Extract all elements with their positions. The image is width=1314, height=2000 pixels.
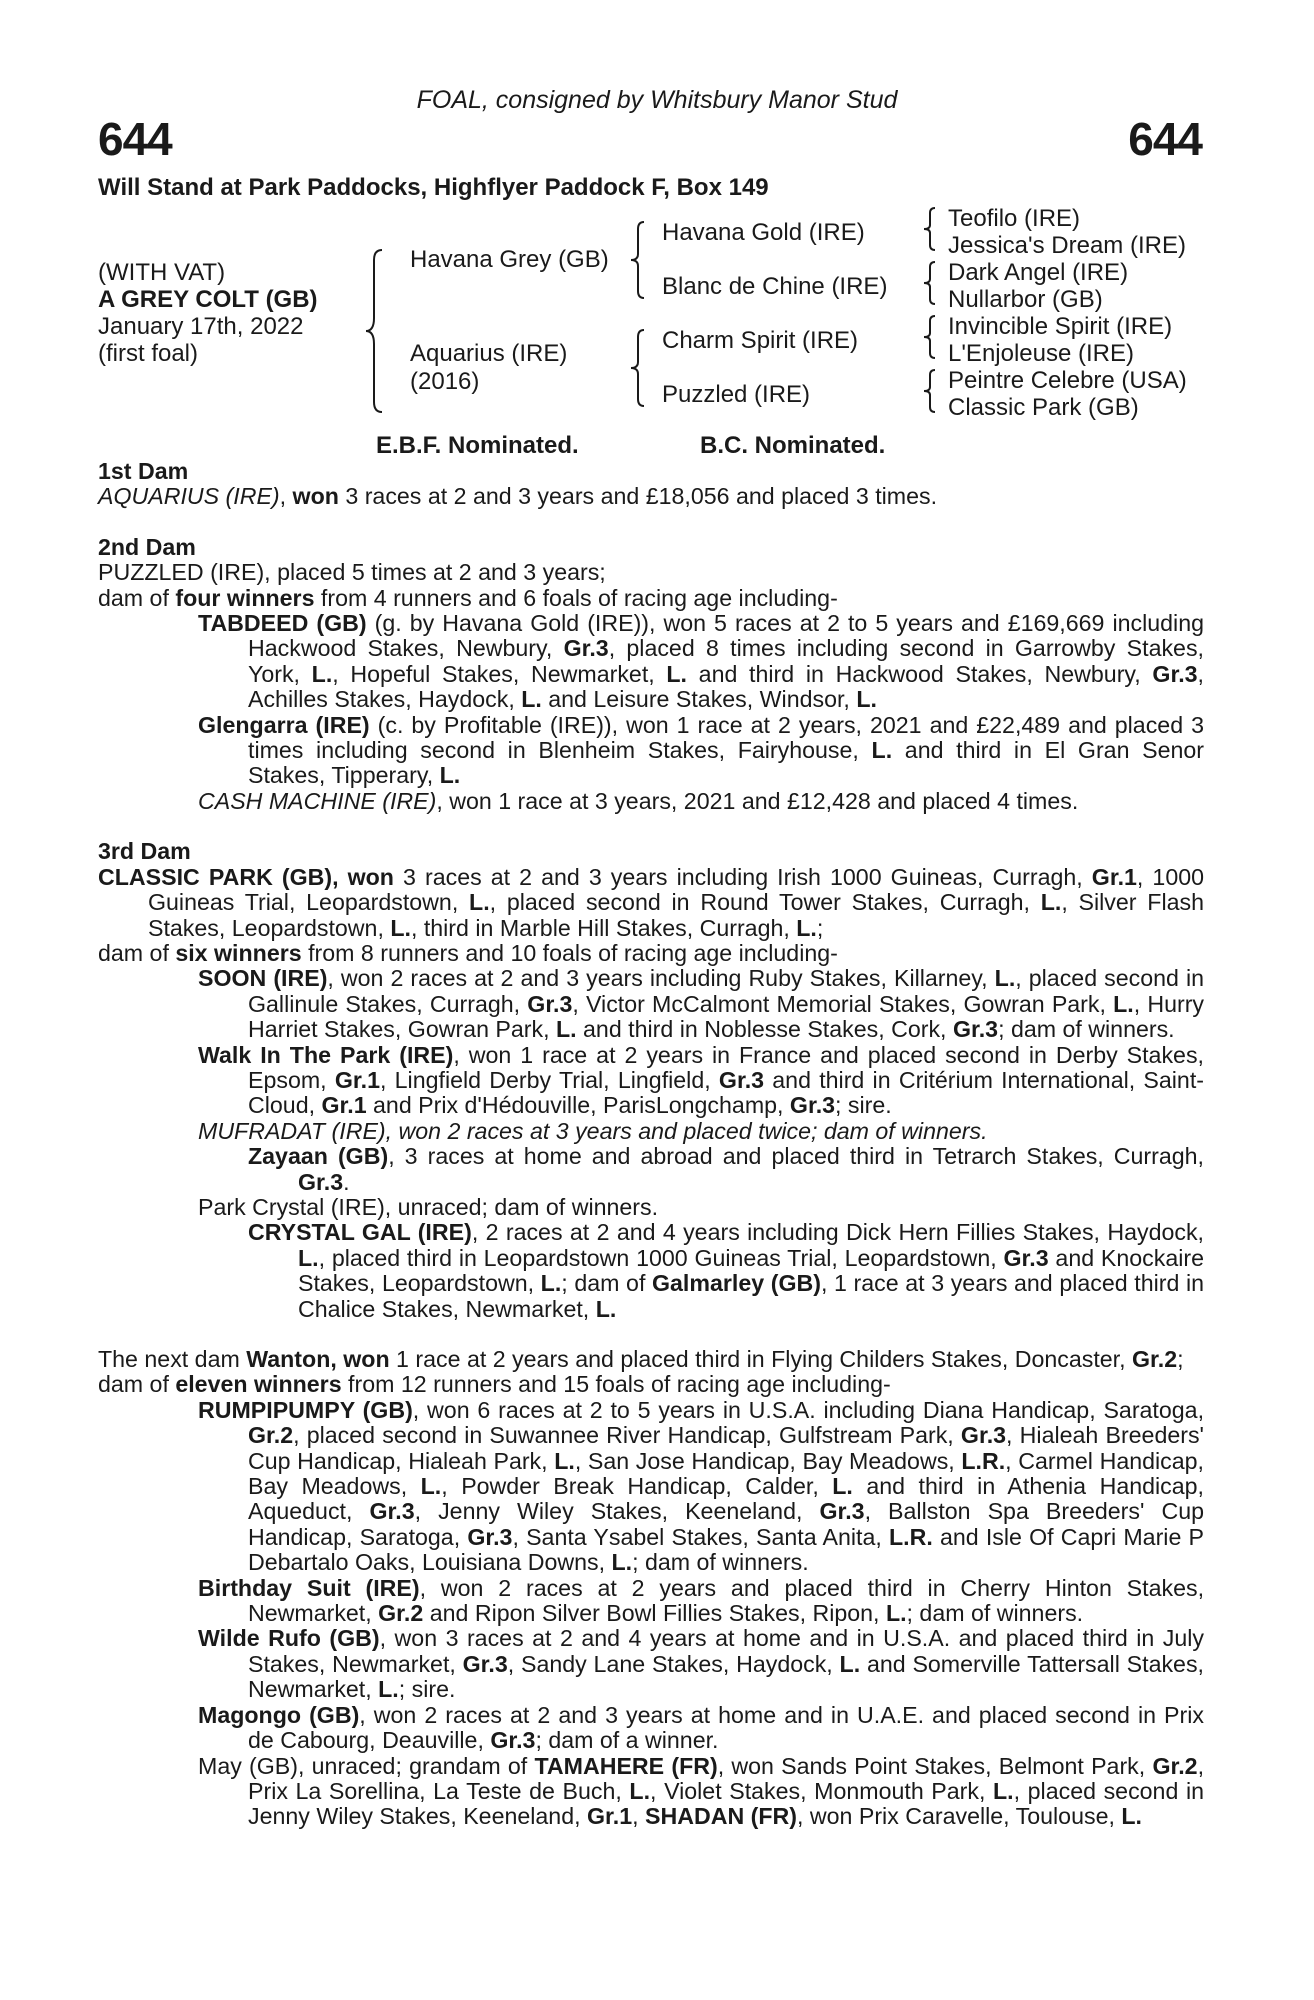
entry-text: (c. by Profitable (IRE)), won 1 race at 2 years, 2021 and £22,489 and placed 3 times including second in Blenheim Stakes, Fairyhouse, (248, 711, 1204, 764)
ebf-nomination: E.B.F. Nominated. (376, 432, 579, 459)
produce-entry-zayaan (248, 1143, 1205, 1195)
second-dam-heading: 2nd Dam (98, 533, 196, 560)
gen3-7: Peintre Celebre (USA) (948, 367, 1187, 394)
horse-name: CLASSIC PARK (GB) (98, 863, 333, 890)
gen3-6: L'Enjoleuse (IRE) (948, 340, 1134, 367)
entry-text: and third in Athenia Handicap, Aqueduct, (248, 1473, 1204, 1525)
next-dam-record (98, 1346, 1204, 1372)
first-dam-name: AQUARIUS (IRE) (98, 483, 280, 510)
produce-entry-cash-machine (198, 787, 1204, 814)
horse-name: TAMAHERE (FR) (534, 1752, 718, 1779)
first-dam-text: 3 races at 2 and 3 years and £18,056 and placed 3 times. (338, 483, 938, 510)
horse-name: CRYSTAL GAL (IRE) (248, 1219, 472, 1246)
entry-text: and Knockaire Stakes, Leopardstown, (298, 1244, 1204, 1297)
entry-text: , won 2 races at 2 years and placed third in Cherry Hinton Stakes, Newmarket, (248, 1574, 1205, 1627)
third-dam-record (98, 863, 1205, 941)
dam-of: dam of (98, 1371, 176, 1398)
entry-text: , won 3 races at 2 and 4 years at home and in U.S.A. and placed third in July Stakes, Newmarket, (248, 1625, 1204, 1677)
lot-number-left: 644 (98, 113, 172, 165)
horse-name: RUMPIPUMPY (GB) (198, 1396, 413, 1423)
produce-entry-rumpipumpy (198, 1396, 1205, 1576)
entry-text: and third in El Gran Senor Stakes, Tipperary, (248, 737, 1204, 789)
pedigree-brace-g4 (920, 368, 940, 414)
grade: L. (994, 965, 1016, 992)
grade: L. (856, 686, 877, 713)
first-foal-note: (first foal) (98, 340, 199, 367)
grade: Gr.1 (321, 1092, 367, 1119)
pedigree-brace-g2 (920, 260, 940, 306)
horse-name: Magongo (GB) (198, 1701, 360, 1728)
horse-name: Wanton (246, 1346, 331, 1372)
entry-text: and Leisure Stakes, Windsor, (541, 686, 857, 713)
entry-text: , (632, 1803, 645, 1830)
gen3-8: Classic Park (GB) (948, 394, 1139, 421)
second-dam-produce (98, 586, 1204, 611)
entry-text: , won Prix Caravelle, Toulouse, (797, 1803, 1122, 1830)
produce-entry-birthday-suit (198, 1574, 1205, 1627)
entry-text: , Lingfield Derby Trial, Lingfield, (379, 1066, 719, 1093)
produce-entry-soon (198, 965, 1205, 1043)
produce-entry-wilde-rufo (198, 1625, 1204, 1703)
entry-text: , Powder Break Handicap, Calder, (441, 1473, 833, 1500)
grade: Gr.3 (960, 1422, 1007, 1449)
dam-of: dam of (98, 939, 176, 966)
entry-text: , won Sands Point Stakes, Belmont Park, (717, 1752, 1153, 1779)
entry-text: , placed second in Gallinule Stakes, Curragh, (248, 965, 1204, 1017)
pedigree-brace-dam (626, 328, 650, 408)
produce-entry-magongo (198, 1701, 1204, 1754)
grade: L. (839, 1650, 861, 1677)
entry-text: ; sire. (398, 1676, 456, 1703)
entry-text: 1 race at 2 years and placed third in Flying Childers Stakes, Doncaster, (389, 1346, 1132, 1372)
lot-number-right: 644 (1128, 113, 1202, 165)
entry-text: , Hialeah Breeders' Cup Handicap, Hialeah Park, (248, 1422, 1204, 1474)
produce-entry-crystal-gal (248, 1219, 1205, 1322)
produce-entry-tabdeed (198, 610, 1204, 713)
entry-text: , placed 8 times including second in Garrowby Stakes, York, (248, 635, 1204, 687)
grade: L. (420, 1473, 442, 1500)
entry-text: and Prix d'Hédouville, ParisLongchamp, (366, 1092, 790, 1119)
grade: L. (469, 889, 490, 916)
grade: L. (439, 762, 461, 789)
grade: L. (521, 686, 542, 713)
grade: Gr.3 (1003, 1244, 1049, 1271)
grade: Gr.3 (527, 990, 573, 1017)
grade: L.R. (961, 1447, 1006, 1474)
grade: L. (871, 737, 893, 764)
consignor-line: FOAL, consigned by Whitsbury Manor Stud (416, 86, 898, 114)
produce-summary: from 12 runners and 15 foals of racing age including- (341, 1371, 891, 1398)
entry-text: , Sandy Lane Stakes, Haydock, (507, 1650, 840, 1677)
dam-of: dam of (98, 584, 176, 611)
entry-text: and Isle Of Capri Marie P Debartalo Oaks, Louisiana Downs, (248, 1523, 1204, 1576)
entry-text: , 2 races at 2 and 4 years including Dick Hern Fillies Stakes, Haydock, (471, 1219, 1204, 1246)
entry-text: , Prix La Sorellina, La Teste de Buch, (248, 1752, 1205, 1804)
entry-text: , won 2 races at 2 and 3 years at home and in U.A.E. and placed second in Prix de Cabourg, Deauville, (248, 1701, 1204, 1754)
grade: Gr.3 (718, 1066, 765, 1093)
gen3-5: Invincible Spirit (IRE) (948, 313, 1173, 340)
entry-text: , won 6 races at 2 to 5 years in U.S.A. including Diana Handicap, Saratoga, (412, 1396, 1205, 1423)
entry-text: , Hurry Harriet Stakes, Gowran Park, (248, 990, 1205, 1043)
gen3-3: Dark Angel (IRE) (948, 259, 1129, 286)
grade: L. (378, 1676, 399, 1703)
entry-text: and third in Noblesse Stakes, Cork, (576, 1016, 953, 1043)
grade: L. (1121, 1803, 1142, 1830)
gen3-2: Jessica's Dream (IRE) (948, 232, 1186, 259)
grade: Gr.2 (1131, 1346, 1178, 1372)
horse-name: Glengarra (IRE) (198, 711, 370, 738)
entry-text: ; (816, 914, 824, 941)
entry-text: and Somerville Tattersall Stakes, Newmarket, (248, 1650, 1204, 1703)
stand-location: Will Stand at Park Paddocks, Highflyer Paddock F, Box 149 (98, 174, 769, 201)
grade: Gr.3 (298, 1168, 344, 1195)
grade: L.R. (889, 1523, 933, 1550)
grade: Gr.2 (1152, 1752, 1198, 1779)
dam-year: (2016) (410, 368, 480, 395)
pedigree-brace-g3 (920, 314, 940, 360)
grade: Gr.1 (1091, 863, 1137, 890)
entry-text: ; dam of a winner. (535, 1727, 719, 1754)
grade: L. (885, 1600, 907, 1627)
entry-text: , won 1 race at 2 years in France and placed second in Derby Stakes, Epsom, (248, 1041, 1204, 1093)
winners-count: six winners (175, 939, 302, 966)
entry-text: and third in Critérium International, Saint-Cloud, (248, 1066, 1204, 1119)
horse-name: Birthday Suit (IRE) (198, 1574, 420, 1601)
foaling-date: January 17th, 2022 (98, 313, 304, 340)
lot-title: A GREY COLT (GB) (98, 286, 318, 313)
entry-text: , placed second in Round Tower Stakes, Curragh, (489, 889, 1041, 916)
entry-text: , won 2 races at 2 and 3 years including Ruby Stakes, Killarney, (327, 965, 995, 992)
grade: Gr.3 (467, 1523, 513, 1550)
entry-text: , Ballston Spa Breeders' Cup Handicap, Saratoga, (248, 1498, 1204, 1550)
first-dam-record: AQUARIUS (IRE), won 3 races at 2 and 3 years and £18,056 and placed 3 times. (98, 483, 938, 510)
won-keyword: , won (330, 1346, 390, 1372)
second-dam-record: PUZZLED (IRE), placed 5 times at 2 and 3 years; (98, 559, 606, 586)
entry-text: and Ripon Silver Bowl Fillies Stakes, Ripon, (423, 1600, 886, 1627)
grade: L. (611, 1549, 633, 1576)
grade: Gr.3 (1152, 660, 1198, 687)
grade: L. (629, 1777, 651, 1804)
sire-sire: Havana Gold (IRE) (662, 219, 865, 246)
entry-text: , placed second in Jenny Wiley Stakes, Keeneland, (248, 1777, 1204, 1830)
grade: L. (595, 1295, 617, 1322)
catalogue-body (98, 459, 1204, 1830)
pedigree-brace-main (360, 248, 390, 414)
dam-dam: Puzzled (IRE) (662, 381, 811, 408)
grade: L. (1040, 889, 1062, 916)
grade: L. (555, 1016, 577, 1043)
vat-note: (WITH VAT) (98, 259, 226, 286)
entry-text: (g. by Havana Gold (IRE)), won 5 races at 2 to 5 years and £169,669 including Hackwood Stakes, Newbury, (248, 610, 1204, 662)
grade: L. (666, 660, 687, 687)
grade: L. (298, 1244, 319, 1271)
sire: Havana Grey (GB) (410, 246, 609, 273)
entry-text: , won 1 race at 3 years, 2021 and £12,428 and placed 4 times. (436, 787, 1079, 814)
grade: Gr.3 (789, 1092, 836, 1119)
entry-text: , third in Marble Hill Stakes, Curragh, (410, 914, 797, 941)
produce-summary: from 4 runners and 6 foals of racing age including- (314, 584, 838, 611)
third-dam-heading: 3rd Dam (98, 838, 191, 865)
grade: L. (311, 660, 333, 687)
entry-text: , Carmel Handicap, Bay Meadows, (248, 1447, 1204, 1500)
winners-count: eleven winners (175, 1371, 342, 1398)
horse-name: Galmarley (GB) (652, 1270, 821, 1297)
grade: L. (993, 1777, 1014, 1804)
entry-text: and third in Hackwood Stakes, Newbury, (687, 660, 1153, 687)
entry-text: , Silver Flash Stakes, Leopardstown, (148, 889, 1204, 941)
dam-sire: Charm Spirit (IRE) (662, 327, 859, 354)
grade: Gr.1 (334, 1066, 380, 1093)
entry-text: ; sire. (835, 1092, 892, 1119)
third-dam-produce (98, 941, 1204, 966)
grade: L. (796, 914, 817, 941)
produce-entry-may (198, 1752, 1205, 1830)
grade: Gr.3 (819, 1498, 865, 1525)
entry-text: May (GB), unraced; grandam of (198, 1752, 535, 1779)
entry-text: 3 races at 2 and 3 years including Irish 1000 Guineas, Curragh, (393, 863, 1092, 890)
entry-text: , Santa Ysabel Stakes, Santa Anita, (512, 1523, 889, 1550)
grade: Gr.3 (952, 1016, 999, 1043)
entry-text: , placed third in Leopardstown 1000 Guineas Trial, Leopardstown, (318, 1244, 1004, 1271)
grade: Gr.3 (490, 1727, 536, 1754)
entry-text: , 3 races at home and abroad and placed third in Tetrarch Stakes, Curragh, (388, 1143, 1205, 1170)
grade: L. (1113, 990, 1134, 1017)
entry-text: , Jenny Wiley Stakes, Keeneland, (414, 1498, 820, 1525)
entry-text: ; dam of winners. (632, 1549, 809, 1576)
entry-text: , Hopeful Stakes, Newmarket, (332, 660, 667, 687)
horse-name: SOON (IRE) (198, 965, 328, 992)
horse-name: Walk In The Park (IRE) (198, 1041, 454, 1068)
entry-text: ; dam of winners. (906, 1600, 1084, 1627)
produce-entry-glengarra (198, 711, 1204, 789)
grade: Gr.1 (586, 1803, 633, 1830)
horse-name: TABDEED (GB) (198, 610, 367, 637)
produce-entry-park-crystal: Park Crystal (IRE), unraced; dam of winners. (198, 1193, 659, 1220)
grade: L. (832, 1473, 853, 1500)
pedigree-brace-sire (626, 220, 650, 300)
entry-text: ; dam of winners. (998, 1016, 1175, 1043)
produce-entry-walk-in-the-park (198, 1041, 1204, 1119)
entry-text: , 1 race at 3 years and placed third in Chalice Stakes, Newmarket, (298, 1270, 1205, 1322)
winners-count: four winners (175, 584, 315, 611)
entry-text: , San Jose Handicap, Bay Meadows, (574, 1447, 962, 1474)
grade: Gr.2 (248, 1422, 294, 1449)
grade: Gr.2 (378, 1600, 424, 1627)
won-keyword: won (292, 483, 339, 510)
entry-text: , Victor McCalmont Memorial Stakes, Gowran Park, (572, 990, 1114, 1017)
grade: L. (540, 1270, 562, 1297)
produce-summary: from 8 runners and 10 foals of racing age including- (301, 939, 838, 966)
entry-text: ; (1177, 1346, 1184, 1372)
grade: Gr.3 (563, 635, 609, 662)
pedigree-brace-g1 (920, 206, 940, 252)
first-dam-heading: 1st Dam (98, 458, 189, 484)
gen3-4: Nullarbor (GB) (948, 286, 1103, 313)
grade: Gr.3 (462, 1650, 508, 1677)
produce-entry-mufradat: MUFRADAT (IRE), won 2 races at 3 years and placed twice; dam of winners. (198, 1117, 988, 1144)
entry-text: , placed second in Suwannee River Handicap, Gulfstream Park, (293, 1422, 961, 1449)
gen3-1: Teofilo (IRE) (948, 205, 1081, 232)
horse-name: SHADAN (FR) (645, 1803, 797, 1830)
horse-name: Wilde Rufo (GB) (198, 1625, 380, 1652)
dam: Aquarius (IRE) (410, 340, 568, 367)
entry-text: , Achilles Stakes, Haydock, (248, 660, 1204, 713)
horse-name: CASH MACHINE (IRE) (198, 787, 437, 814)
entry-text: , 1000 Guineas Trial, Leopardstown, (148, 863, 1205, 916)
sire-dam: Blanc de Chine (IRE) (662, 273, 888, 300)
entry-text: ; dam of (561, 1270, 652, 1297)
grade: Gr.3 (369, 1498, 415, 1525)
horse-name: Zayaan (GB) (248, 1143, 389, 1170)
next-dam-produce (98, 1372, 1204, 1397)
entry-text: , Violet Stakes, Monmouth Park, (650, 1777, 994, 1804)
grade: L. (554, 1447, 575, 1474)
bc-nomination: B.C. Nominated. (700, 432, 886, 459)
entry-text: . (343, 1168, 350, 1195)
grade: L. (390, 914, 411, 941)
won-keyword: , won (332, 863, 394, 890)
entry-text: The next dam (98, 1346, 247, 1372)
